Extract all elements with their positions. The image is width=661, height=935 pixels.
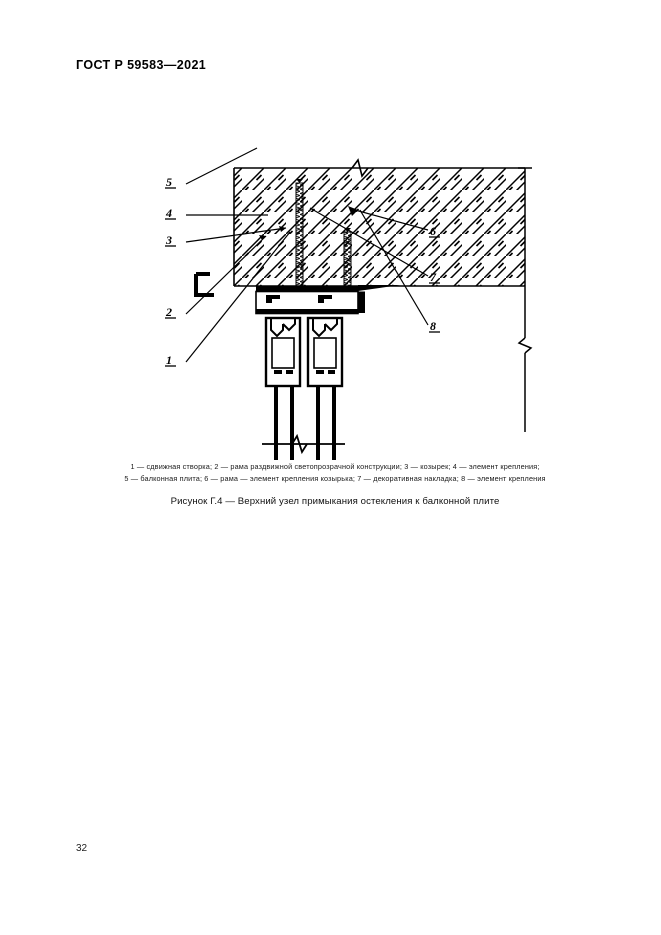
callout-4: 4 [166,206,172,220]
callout-3: 3 [166,233,172,247]
callout-2: 2 [166,305,172,319]
document-standard-header: ГОСТ Р 59583—2021 [76,58,207,72]
callout-5: 5 [166,175,172,189]
callout-1: 1 [166,353,172,367]
page-number: 32 [76,843,88,854]
anchor-bolt-short [344,232,351,288]
technical-drawing-svg [0,80,661,460]
sliding-profile-right [308,318,342,460]
figure-legend-line-2: 5 — балконная плита; 6 — рама — элемент крепления козырька; 7 — декоративная накладка; 8 — элемент крепления [124,473,546,483]
callout-7: 7 [430,270,436,284]
anchor-bolt-long [296,183,303,288]
fixing-plate-4 [256,286,358,292]
carrier-frame-bottom-rail [256,309,358,314]
decorative-cover-edge [358,292,365,314]
canopy-bracket-3 [196,274,214,295]
balcony-slab-hatch [234,168,525,286]
slab-group [186,148,532,460]
callout-8: 8 [430,319,436,333]
decorative-cover-7 [358,285,400,291]
figure-drawing-container [0,80,661,460]
figure-legend [70,461,600,485]
right-reference-break-symbol [519,338,531,353]
figure-caption: Рисунок Г.4 — Верхний узел примыкания остекления к балконной плите [170,496,500,507]
figure-legend-line-1: 1 — сдвижная створка; 2 — рама раздвижной светопрозрачной конструкции; 3 — козырек; 4 — элемент крепления; [130,462,540,471]
callout-numbers-left [165,175,176,367]
callout-6: 6 [430,224,436,238]
